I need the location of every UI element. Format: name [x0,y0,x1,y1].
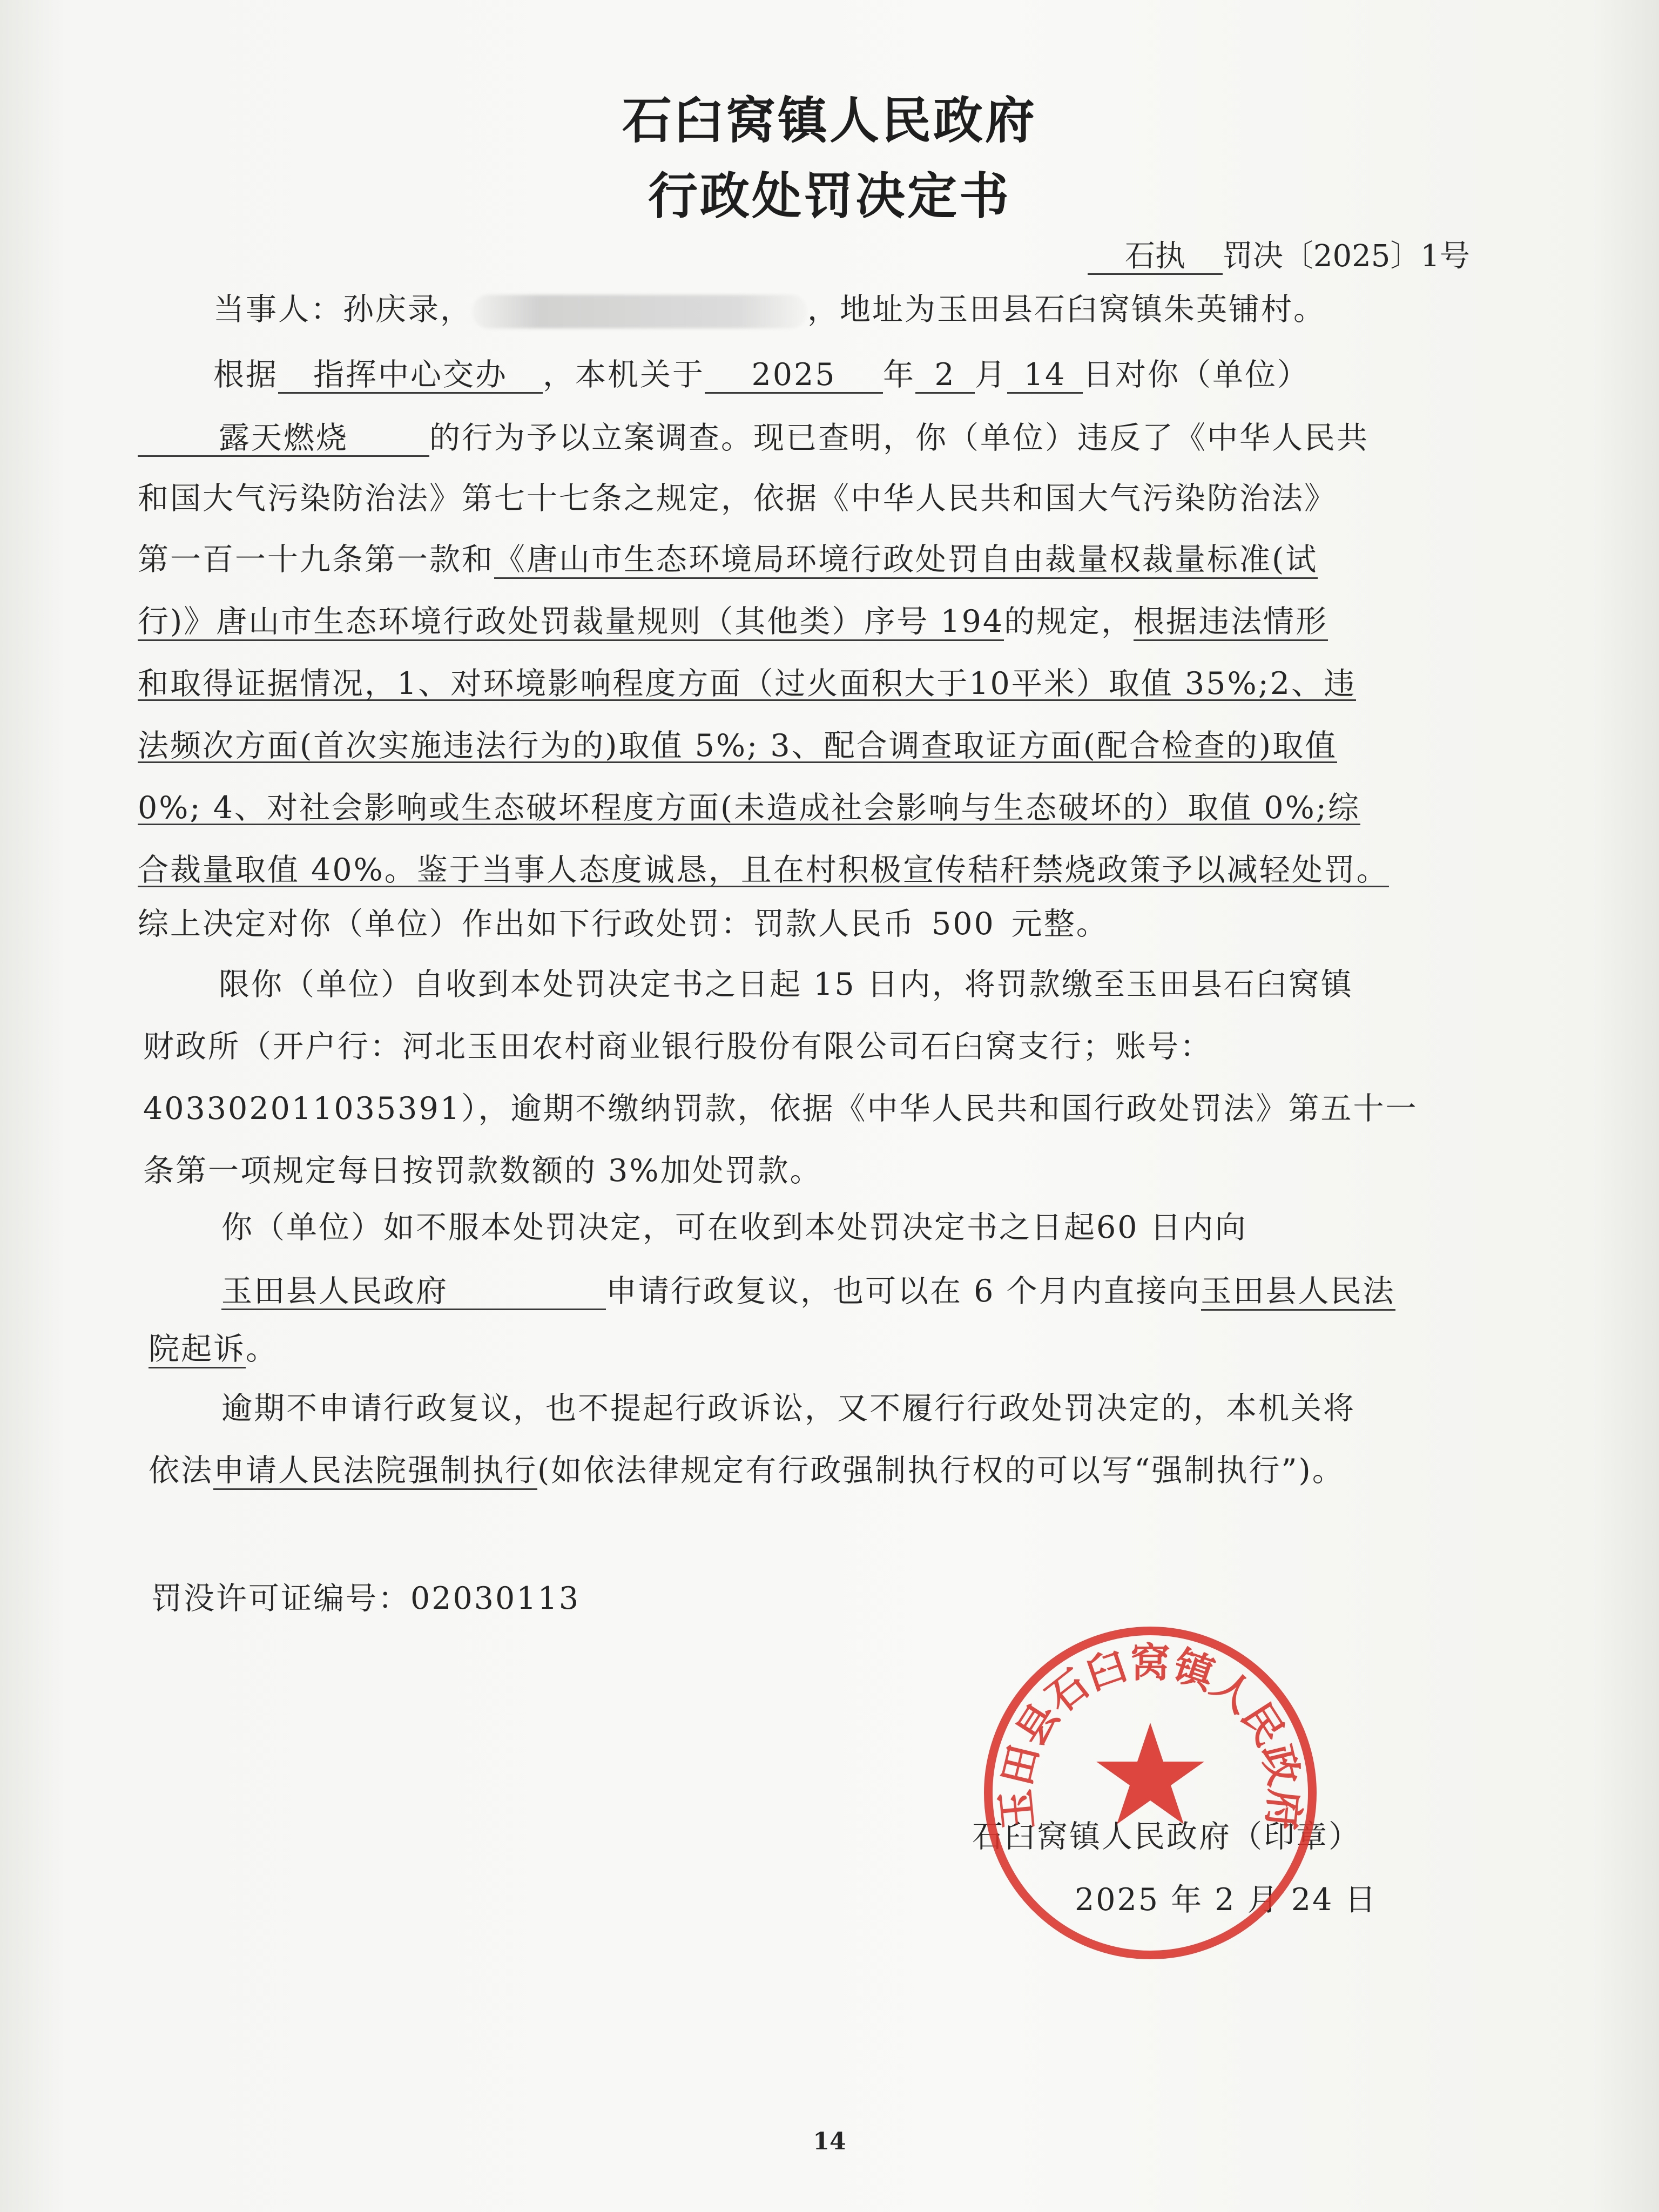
enforce-text: (如依法律规定有行政强制执行权的可以写“强制执行”)。 [537,1453,1345,1488]
permit-number: 罚没许可证编号：02030113 [151,1581,581,1616]
basis-line-1 [213,358,1310,394]
appeal-text: 申请行政复议，也可以在 6 个月内直接向 [606,1273,1201,1309]
basis-line-2 [138,421,1369,457]
basis-text: 元整。 [1011,906,1109,942]
basis-text: 的行为予以立案调查。现已查明，你（单位）违反了《中华人民共 [429,420,1369,456]
payment-line-3: 403302011035391），逾期不缴纳罚款，依据《中华人民共和国行政处罚法》第五十一 [143,1091,1418,1127]
seal-star-icon [1096,1723,1204,1824]
basis-text: 综上决定对你（单位）作出如下行政处罚：罚款人民币 [138,906,915,942]
appeal-line-2 [221,1274,1395,1310]
party-label: 当事人：孙庆录， [213,292,473,327]
penalty-line [138,906,1109,942]
basis-text: 年 [883,357,915,393]
basis-line-9: 合裁量取值 40%。鉴于当事人态度诚恳，且在村积极宣传秸秆禁烧政策予以减轻处罚。 [138,852,1389,888]
basis-line-5 [138,606,1328,637]
basis-line-3: 和国大气污染防治法》第七十七条之规定，依据《中华人民共和国大气污染防治法》 [138,481,1337,516]
violation-behavior: 露天燃烧 [138,421,429,457]
title-line-2: 行政处罚决定书 [648,167,1011,225]
title-line-1: 石臼窝镇人民政府 [622,91,1037,150]
appeal-text: 。 [246,1331,278,1367]
enforce-text: 依法 [149,1453,213,1488]
standard-reference-cont: 行)》唐山市生态环境行政处罚裁量规则（其他类）序号 194 [138,604,1004,641]
basis-line-4 [138,544,1318,575]
filing-year: 2025 [705,358,883,394]
svg-text:玉田县石臼窝镇人民政府: 玉田县石臼窝镇人民政府 [992,1640,1309,1832]
basis-text: 根据 [213,357,278,393]
redacted-id [473,295,807,328]
official-seal [977,1620,1323,1966]
case-source: 指挥中心交办 [278,358,543,394]
enforce-line-2 [149,1455,1345,1486]
docno-prefix: 石执 [1088,240,1223,275]
page-number: 14 [813,2128,846,2155]
issue-date: 2025 年 2 月 24 日 [1075,1882,1378,1918]
payment-line-2: 财政所（开户行：河北玉田农村商业银行股份有限公司石臼窝支行；账号： [143,1029,1212,1064]
filing-month: 2 [915,358,975,394]
appeal-line-1: 你（单位）如不服本处罚决定，可在收到本处罚决定书之日起60 日内向 [221,1210,1247,1245]
court-name-cont: 院起诉 [149,1331,246,1368]
standard-reference: 《唐山市生态环境局环境行政处罚自由裁量权裁量标准(试 [494,542,1318,579]
basis-text: 月 [975,357,1007,393]
basis-line-8: 0%; 4、对社会影响或生态破坏程度方面(未造成社会影响与生态破坏的）取值 0%;综 [138,790,1360,826]
basis-text: ，本机关于 [543,357,705,393]
party-line [213,294,1326,328]
payment-line-4: 条第一项规定每日按罚款数额的 3%加处罚款。 [143,1153,822,1189]
document-number [1088,232,1470,275]
payment-line-1: 限你（单位）自收到本处罚决定书之日起 15 日内，将罚款缴至玉田县石臼窝镇 [219,967,1353,1002]
basis-line-6: 和取得证据情况，1、对环境影响程度方面（过火面积大于10平米）取值 35%;2、违 [138,666,1357,702]
party-address: ，地址为玉田县石臼窝镇朱英铺村。 [807,292,1326,327]
discretion-text: 根据违法情形 [1134,604,1328,641]
review-organ: 玉田县人民政府 [221,1274,606,1310]
enforcement-method: 申请人民法院强制执行 [213,1453,537,1490]
basis-line-7: 法频次方面(首次实施违法行为的)取值 5%; 3、配合调查取证方面(配合检查的)取值 [138,728,1338,764]
court-name: 玉田县人民法 [1201,1273,1395,1311]
basis-text: 的规定， [1004,604,1134,639]
docno-suffix: 罚决〔2025〕1号 [1222,239,1470,274]
enforce-line-1: 逾期不申请行政复议，也不提起行政诉讼，又不履行行政处罚决定的，本机关将 [221,1391,1355,1426]
issuing-organ: 石臼窝镇人民政府（印章） [972,1819,1361,1854]
appeal-line-3 [149,1331,278,1367]
fine-amount: 500 [932,906,995,942]
basis-text: 日对你（单位） [1083,357,1310,393]
basis-text: 第一百一十九条第一款和 [138,542,494,577]
filing-day: 14 [1007,358,1083,394]
